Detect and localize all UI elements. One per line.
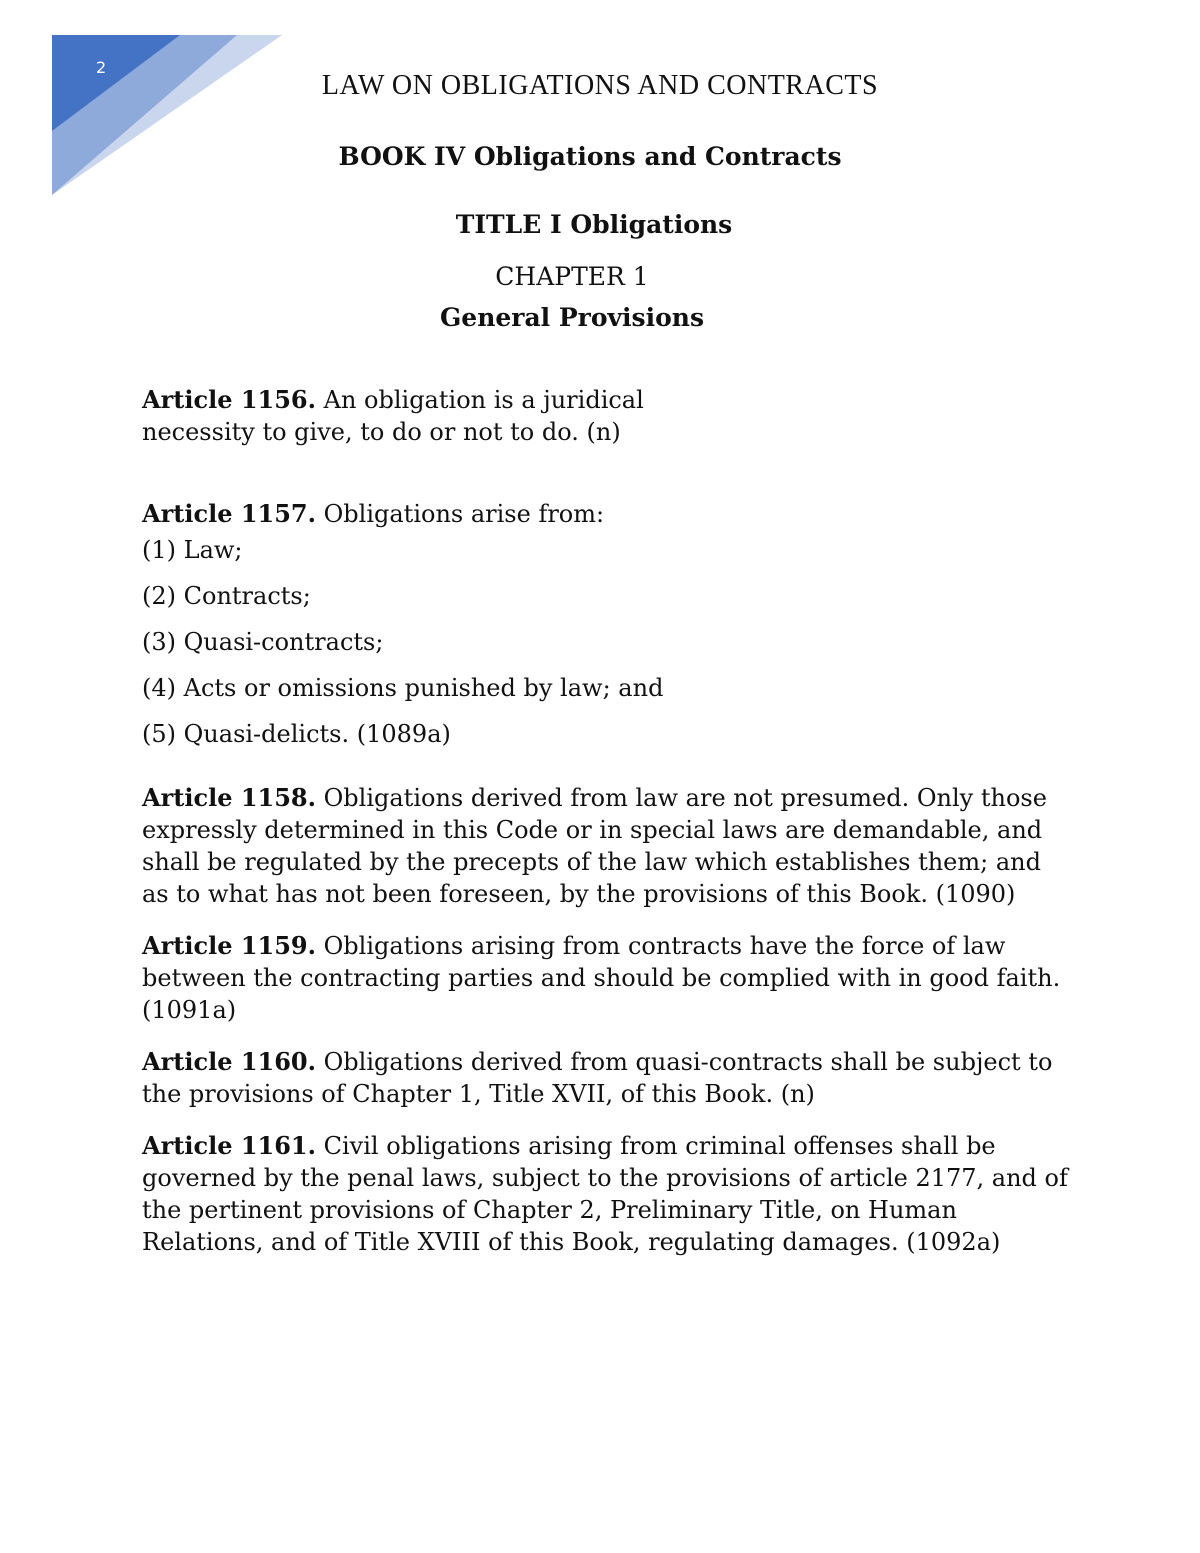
- article-1157: [142, 498, 1072, 530]
- chapter-heading: CHAPTER 1: [495, 262, 649, 291]
- article-text: Obligations arise from:: [315, 500, 605, 528]
- article-1158: [142, 782, 1072, 910]
- list-item: (5) Quasi-delicts. (1089a): [142, 720, 451, 748]
- list-item: (4) Acts or omissions punished by law; and: [142, 674, 664, 702]
- obligation-sources-list: [142, 534, 1072, 750]
- list-item: (2) Contracts;: [142, 582, 311, 610]
- article-label: Article 1156.: [142, 385, 316, 414]
- article-text: An obligation is a juridical necessity to give, to do or not to do. (n): [142, 386, 644, 446]
- page-number: 2: [96, 58, 107, 77]
- article-label: Article 1160.: [142, 1047, 316, 1076]
- article-label: Article 1157.: [142, 499, 316, 528]
- list-item: (3) Quasi-contracts;: [142, 628, 384, 656]
- law-title: LAW ON OBLIGATIONS AND CONTRACTS: [321, 70, 879, 101]
- article-text: Obligations derived from law are not presumed. Only those expressly determined in this Code or in special laws are demandable, and shall be regulated by the precepts of the law which establishes them; and as to what has not been foreseen, by the provisions of this Book. (1090): [142, 784, 1047, 908]
- article-text: Obligations arising from contracts have the force of law between the contracting parties and should be complied with in good faith. (1091a): [142, 932, 1061, 1024]
- chapter-name: General Provisions: [439, 303, 705, 332]
- book-heading: BOOK IV Obligations and Contracts: [338, 142, 842, 171]
- article-1159: [142, 930, 1072, 1026]
- article-label: Article 1158.: [142, 783, 316, 812]
- document-body: [142, 384, 1072, 1258]
- article-label: Article 1159.: [142, 931, 316, 960]
- article-1156: [142, 384, 742, 448]
- article-1160: [142, 1046, 1072, 1110]
- article-label: Article 1161.: [142, 1131, 316, 1160]
- article-1161: [142, 1130, 1072, 1258]
- title-heading: TITLE I Obligations: [455, 210, 733, 239]
- article-text: Obligations derived from quasi-contracts shall be subject to the provisions of Chapter 1, Title XVII, of this Book. (n): [142, 1048, 1053, 1108]
- page-corner-decoration: [52, 35, 282, 195]
- article-text: Civil obligations arising from criminal offenses shall be governed by the penal laws, subject to the provisions of article 2177, and of the pertinent provisions of Chapter 2, Preliminary Title, on Human Relations, and of Title XVIII of this Book, regulating damages. (1092a): [142, 1132, 1068, 1256]
- list-item: (1) Law;: [142, 536, 243, 564]
